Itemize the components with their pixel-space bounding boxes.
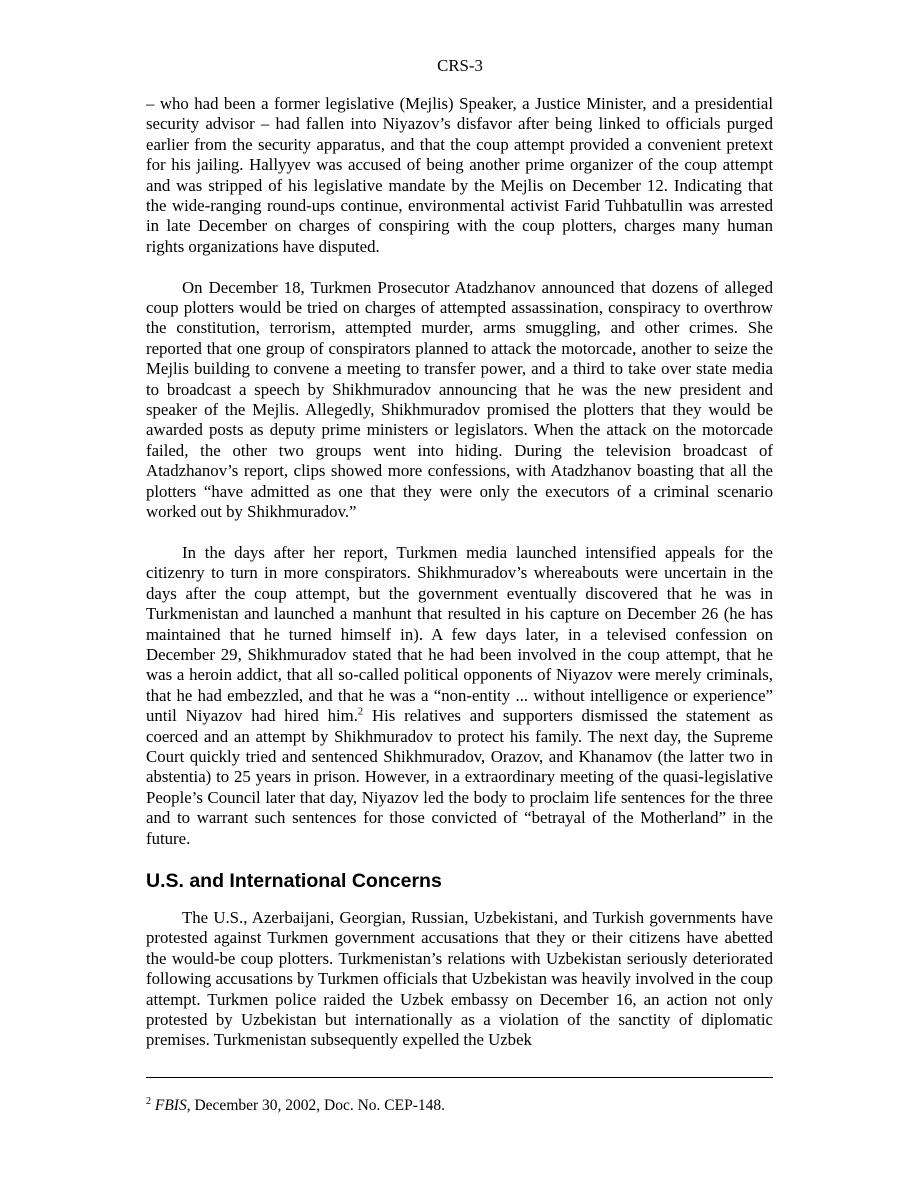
footnote-details: , December 30, 2002, Doc. No. CEP-148. (186, 1097, 446, 1114)
section-heading: U.S. and International Concerns (146, 870, 442, 892)
page-label: CRS-3 (437, 56, 483, 75)
paragraph-3-text-a: In the days after her report, Turkmen media launched intensified appeals for the citizenry to turn in more conspirators. Shikhmuradov’s whereabouts were uncertain in the days after the coup attempt, but the government eventually discovered that he was in Turkmenistan and launched a manhunt that resulted in his capture on December 26 (he has maintained that he turned himself in). A few days later, in a televised confession on December 29, Shikhmuradov stated that he had been involved in the coup attempt, that he was a heroin addict, that all so-called political opponents of Niyazov were merely criminals, that he had embezzled, and that he was a “non-entity ... without intelligence or experience” until Niyazov had hired him. (146, 542, 773, 726)
footnote-source: FBIS (154, 1097, 187, 1114)
paragraph-4: The U.S., Azerbaijani, Georgian, Russian, Uzbekistani, and Turkish governments have protested against Turkmen government accusations that they or their citizens have abetted the would-be coup plotters. Turkmenistan’s relations with Uzbekistan seriously deteriorated following accusations by Turkmen officials that Uzbekistan was heavily involved in the coup attempt. Turkmen police raided the Uzbek embassy on December 16, an action not only protested by Uzbekistan but internationally as a violation of the sanctity of diplomatic premises. Turkmenistan subsequently expelled the Uzbek (146, 908, 773, 1050)
footnote-divider (146, 1077, 773, 1078)
paragraph-3 (146, 543, 773, 849)
body-text (146, 94, 773, 1051)
footnote-number: 2 (146, 1095, 151, 1107)
footnote (146, 1096, 773, 1116)
paragraph-2: On December 18, Turkmen Prosecutor Atadzhanov announced that dozens of alleged coup plotters would be tried on charges of attempted assassination, conspiracy to overthrow the constitution, terrorism, attempted murder, arms smuggling, and other crimes. She reported that one group of conspirators planned to attack the motorcade, another to seize the Mejlis building to convene a meeting to transfer power, and a third to take over state media to broadcast a speech by Shikhmuradov announcing that he was the new president and speaker of the Mejlis. Allegedly, Shikhmuradov promised the plotters that they would be awarded posts as deputy prime ministers or legislators. When the attack on the motorcade failed, the other two groups went into hiding. During the television broadcast of Atadzhanov’s report, clips showed more confessions, with Atadzhanov boasting that all the plotters “have admitted as one that they were only the executors of a criminal scenario worked out by Shikhmuradov.” (146, 277, 773, 522)
footnote-reference[interactable]: 2 (357, 706, 364, 718)
paragraph-3-text-b: His relatives and supporters dismissed the statement as coerced and an attempt by Shikhmuradov to protect his family. The next day, the Supreme Court quickly tried and sentenced Shikhmuradov, Orazov, and Khanamov (the latter two in abstentia) to 25 years in prison. However, in a extraordinary meeting of the quasi-legislative People’s Council later that day, Niyazov led the body to proclaim life sentences for the three and to warrant such sentences for those convicted of “betrayal of the Motherland” in the future. (146, 706, 773, 848)
paragraph-1: – who had been a former legislative (Mejlis) Speaker, a Justice Minister, and a presidential security advisor – had fallen into Niyazov’s disfavor after being linked to officials purged earlier from the security apparatus, and that the coup attempt provided a convenient pretext for his jailing. Hallyyev was accused of being another prime organizer of the coup attempt and was stripped of his legislative mandate by the Mejlis on December 12. Indicating that the wide-ranging round-ups continue, environmental activist Farid Tuhbatullin was arrested in late December on charges of conspiring with the coup plotters, charges many human rights organizations have disputed. (146, 94, 773, 256)
